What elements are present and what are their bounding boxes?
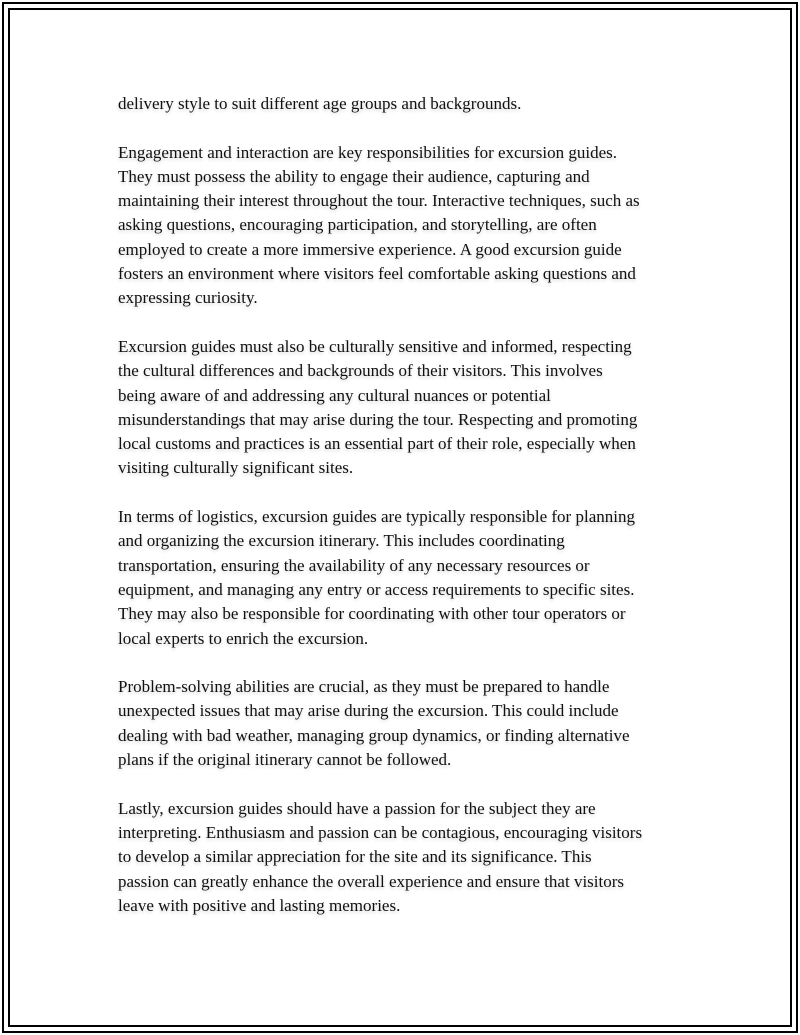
text-line: dealing with bad weather, managing group dynamics, or finding alternative xyxy=(118,725,630,745)
paragraph-1 xyxy=(118,92,708,116)
paragraph-6 xyxy=(118,797,708,918)
text-line: local experts to enrich the excursion. xyxy=(118,628,369,648)
text-line: and organizing the excursion itinerary. This includes coordinating xyxy=(118,531,565,551)
text-line: maintaining their interest throughout the tour. Interactive techniques, such as xyxy=(118,191,640,211)
text-line: plans if the original itinerary cannot be followed. xyxy=(118,750,452,770)
paragraph-3 xyxy=(118,335,708,481)
text-line: passion can greatly enhance the overall experience and ensure that visitors xyxy=(118,871,625,891)
text-line: interpreting. Enthusiasm and passion can be contagious, encouraging visitors xyxy=(118,822,643,842)
paragraph-5 xyxy=(118,675,708,772)
text-line: In terms of logistics, excursion guides are typically responsible for planning xyxy=(118,507,635,527)
text-line: Engagement and interaction are key responsibilities for excursion guides. xyxy=(118,142,617,162)
text-line: leave with positive and lasting memories. xyxy=(118,895,401,915)
text-line: equipment, and managing any entry or access requirements to specific sites. xyxy=(118,579,635,599)
text-line: misunderstandings that may arise during the tour. Respecting and promoting xyxy=(118,409,638,429)
text-line: fosters an environment where visitors feel comfortable asking questions and xyxy=(118,264,636,284)
text-line: unexpected issues that may arise during the excursion. This could include xyxy=(118,701,619,721)
document-body xyxy=(118,92,708,942)
text-line: Lastly, excursion guides should have a passion for the subject they are xyxy=(118,798,596,818)
text-line: Excursion guides must also be culturally sensitive and informed, respecting xyxy=(118,336,632,356)
text-line: to develop a similar appreciation for the site and its significance. This xyxy=(118,847,592,867)
text-line: expressing curiosity. xyxy=(118,288,258,308)
text-line: asking questions, encouraging participation, and storytelling, are often xyxy=(118,215,597,235)
text-line: Problem-solving abilities are crucial, as they must be prepared to handle xyxy=(118,677,610,697)
text-line: being aware of and addressing any cultural nuances or potential xyxy=(118,385,551,405)
text-line: delivery style to suit different age groups and backgrounds. xyxy=(118,94,522,113)
text-line: local customs and practices is an essential part of their role, especially when xyxy=(118,434,636,454)
text-line: the cultural differences and backgrounds of their visitors. This involves xyxy=(118,361,603,381)
text-line: transportation, ensuring the availability of any necessary resources or xyxy=(118,555,590,575)
text-line: They must possess the ability to engage their audience, capturing and xyxy=(118,166,590,186)
paragraph-4 xyxy=(118,505,708,651)
paragraph-2 xyxy=(118,141,708,311)
text-line: employed to create a more immersive experience. A good excursion guide xyxy=(118,239,622,259)
text-line: visiting culturally significant sites. xyxy=(118,458,354,478)
text-line: They may also be responsible for coordinating with other tour operators or xyxy=(118,604,626,624)
